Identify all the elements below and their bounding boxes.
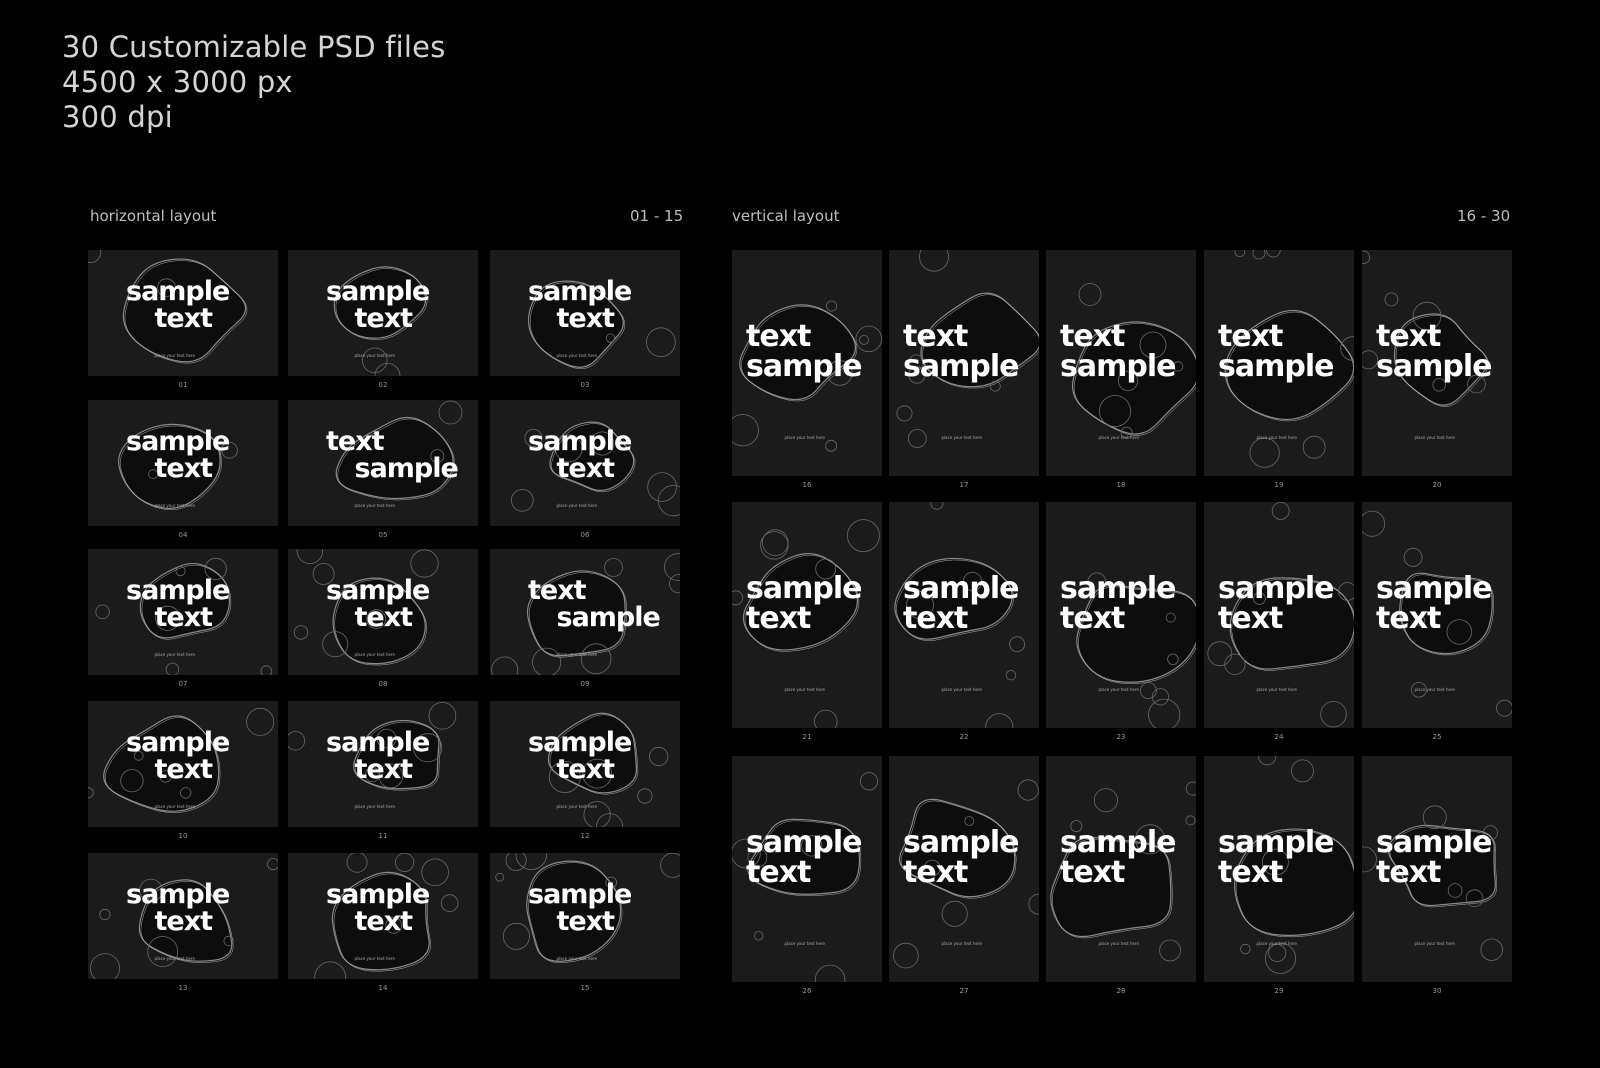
- placeholder-caption: place your text here: [1256, 941, 1297, 947]
- placeholder-caption: place your text here: [154, 956, 195, 962]
- template-number: 13: [178, 984, 188, 992]
- template-number: 21: [802, 733, 812, 741]
- placeholder-caption: place your text here: [1414, 941, 1455, 947]
- specs-block: [62, 30, 446, 135]
- card-headline-word: text: [746, 601, 811, 637]
- card-headline-word: text: [556, 452, 615, 484]
- template-card[interactable]: [889, 250, 1039, 476]
- card-headline-word: sample: [126, 726, 230, 758]
- card-headline-word: sample: [528, 878, 632, 910]
- card-headline-word: text: [746, 319, 811, 355]
- card-headline-word: text: [1376, 601, 1441, 637]
- placeholder-caption: place your text here: [354, 956, 395, 962]
- card-headline-word: sample: [746, 825, 862, 861]
- placeholder-caption: place your text here: [556, 804, 597, 810]
- template-number: 03: [580, 381, 590, 389]
- template-card[interactable]: [1362, 756, 1512, 982]
- card-headline-word: text: [903, 319, 968, 355]
- card-headline-word: sample: [1376, 571, 1492, 607]
- card-headline-word: text: [556, 905, 615, 937]
- card-headline-word: text: [154, 601, 213, 633]
- template-card[interactable]: [1046, 756, 1196, 982]
- card-headline-word: sample: [326, 726, 430, 758]
- template-card[interactable]: [490, 549, 680, 675]
- placeholder-caption: place your text here: [941, 435, 982, 441]
- card-headline-word: text: [1060, 601, 1125, 637]
- vertical-range-label: 16 - 30: [1457, 207, 1511, 225]
- card-headline-word: text: [154, 753, 213, 785]
- template-card[interactable]: [490, 250, 680, 376]
- card-headline-word: text: [746, 855, 811, 891]
- placeholder-caption: place your text here: [154, 652, 195, 658]
- template-number: 22: [959, 733, 969, 741]
- placeholder-caption: place your text here: [556, 503, 597, 509]
- card-headline-word: text: [154, 905, 213, 937]
- card-headline-word: sample: [126, 878, 230, 910]
- template-number: 29: [1274, 987, 1284, 995]
- card-headline-word: text: [326, 425, 384, 457]
- card-headline-word: text: [528, 574, 586, 606]
- card-headline-word: sample: [528, 726, 632, 758]
- template-card[interactable]: [1204, 502, 1354, 728]
- template-number: 19: [1274, 481, 1284, 489]
- placeholder-caption: place your text here: [784, 687, 825, 693]
- card-headline-word: text: [354, 753, 413, 785]
- card-headline-word: sample: [1218, 571, 1334, 607]
- card-headline-word: sample: [1060, 571, 1176, 607]
- placeholder-caption: place your text here: [941, 687, 982, 693]
- placeholder-caption: place your text here: [354, 652, 395, 658]
- template-number: 12: [580, 832, 590, 840]
- horizontal-range-label: 01 - 15: [630, 207, 684, 225]
- template-number: 17: [959, 481, 969, 489]
- card-headline-word: sample: [326, 878, 430, 910]
- placeholder-caption: place your text here: [154, 353, 195, 359]
- card-headline-word: sample: [1060, 825, 1176, 861]
- card-headline-word: text: [903, 855, 968, 891]
- template-number: 28: [1116, 987, 1126, 995]
- template-card[interactable]: [88, 549, 278, 675]
- placeholder-caption: place your text here: [1414, 687, 1455, 693]
- placeholder-caption: place your text here: [354, 353, 395, 359]
- placeholder-caption: place your text here: [154, 503, 195, 509]
- template-card[interactable]: [288, 853, 478, 979]
- card-headline-word: text: [1376, 855, 1441, 891]
- placeholder-caption: place your text here: [556, 353, 597, 359]
- card-headline-word: sample: [1376, 825, 1492, 861]
- card-headline-word: sample: [354, 452, 458, 484]
- template-number: 26: [802, 987, 812, 995]
- template-card[interactable]: [732, 756, 882, 982]
- placeholder-caption: place your text here: [354, 503, 395, 509]
- card-headline-word: text: [1218, 855, 1283, 891]
- card-headline-word: sample: [528, 425, 632, 457]
- template-card[interactable]: [1204, 756, 1354, 982]
- template-card[interactable]: [88, 853, 278, 979]
- placeholder-caption: place your text here: [784, 435, 825, 441]
- template-card[interactable]: [732, 250, 882, 476]
- card-headline-word: text: [1376, 319, 1441, 355]
- card-headline-word: text: [154, 302, 213, 334]
- card-headline-word: sample: [1218, 825, 1334, 861]
- placeholder-caption: place your text here: [556, 956, 597, 962]
- template-number: 27: [959, 987, 969, 995]
- template-number: 07: [178, 680, 188, 688]
- card-headline-word: text: [1218, 319, 1283, 355]
- card-headline-word: sample: [528, 275, 632, 307]
- template-card[interactable]: [288, 400, 478, 526]
- template-number: 04: [178, 531, 188, 539]
- template-card[interactable]: [490, 853, 680, 979]
- placeholder-caption: place your text here: [1098, 687, 1139, 693]
- card-headline-word: sample: [746, 571, 862, 607]
- template-card[interactable]: [88, 250, 278, 376]
- template-card[interactable]: [1362, 250, 1512, 476]
- card-headline-word: text: [903, 601, 968, 637]
- placeholder-caption: place your text here: [1414, 435, 1455, 441]
- card-headline-word: text: [154, 452, 213, 484]
- template-number: 18: [1116, 481, 1126, 489]
- template-number: 11: [378, 832, 388, 840]
- placeholder-caption: place your text here: [784, 941, 825, 947]
- card-headline-word: sample: [326, 574, 430, 606]
- template-number: 02: [378, 381, 388, 389]
- template-number: 01: [178, 381, 188, 389]
- card-headline-word: text: [1060, 855, 1125, 891]
- placeholder-caption: place your text here: [1098, 941, 1139, 947]
- template-card[interactable]: [1046, 250, 1196, 476]
- spec-files: 30 Customizable PSD files: [62, 30, 446, 64]
- placeholder-caption: place your text here: [354, 804, 395, 810]
- card-headline-word: text: [354, 601, 413, 633]
- template-number: 30: [1432, 987, 1442, 995]
- template-card[interactable]: [288, 701, 478, 827]
- template-number: 20: [1432, 481, 1442, 489]
- card-headline-word: sample: [903, 571, 1019, 607]
- card-headline-word: text: [1218, 601, 1283, 637]
- template-number: 09: [580, 680, 590, 688]
- card-headline-word: text: [556, 302, 615, 334]
- placeholder-caption: place your text here: [1256, 687, 1297, 693]
- spec-dpi: 300 dpi: [62, 100, 173, 134]
- card-headline-word: sample: [903, 825, 1019, 861]
- card-headline-word: sample: [126, 425, 230, 457]
- card-headline-word: sample: [556, 601, 660, 633]
- template-card[interactable]: [288, 250, 478, 376]
- placeholder-caption: place your text here: [941, 941, 982, 947]
- template-card[interactable]: [490, 701, 680, 827]
- template-number: 23: [1116, 733, 1126, 741]
- template-card[interactable]: [1362, 502, 1512, 728]
- card-headline-word: sample: [126, 574, 230, 606]
- card-headline-word: sample: [1060, 349, 1176, 385]
- placeholder-caption: place your text here: [1098, 435, 1139, 441]
- template-card[interactable]: [889, 502, 1039, 728]
- template-number: 25: [1432, 733, 1442, 741]
- template-number: 08: [378, 680, 388, 688]
- template-card[interactable]: [288, 549, 478, 675]
- card-headline-word: sample: [746, 349, 862, 385]
- template-card[interactable]: [732, 502, 882, 728]
- vertical-layout-label: vertical layout: [732, 207, 840, 225]
- horizontal-layout-label: horizontal layout: [90, 207, 217, 225]
- template-number: 10: [178, 832, 188, 840]
- card-headline-word: text: [354, 905, 413, 937]
- template-card[interactable]: [88, 701, 278, 827]
- card-headline-word: sample: [1218, 349, 1334, 385]
- template-card[interactable]: [88, 400, 278, 526]
- template-card[interactable]: [490, 400, 680, 526]
- spec-size: 4500 x 3000 px: [62, 65, 293, 99]
- template-card[interactable]: [889, 756, 1039, 982]
- template-number: 16: [802, 481, 812, 489]
- placeholder-caption: place your text here: [1256, 435, 1297, 441]
- template-number: 15: [580, 984, 590, 992]
- template-card[interactable]: [1204, 250, 1354, 476]
- template-number: 06: [580, 531, 590, 539]
- card-headline-word: sample: [903, 349, 1019, 385]
- card-headline-word: text: [556, 753, 615, 785]
- template-card[interactable]: [1046, 502, 1196, 728]
- template-number: 24: [1274, 733, 1284, 741]
- card-headline-word: sample: [126, 275, 230, 307]
- card-headline-word: text: [1060, 319, 1125, 355]
- template-number: 05: [378, 531, 388, 539]
- card-headline-word: sample: [326, 275, 430, 307]
- placeholder-caption: place your text here: [556, 652, 597, 658]
- card-headline-word: text: [354, 302, 413, 334]
- template-number: 14: [378, 984, 388, 992]
- placeholder-caption: place your text here: [154, 804, 195, 810]
- card-headline-word: sample: [1376, 349, 1492, 385]
